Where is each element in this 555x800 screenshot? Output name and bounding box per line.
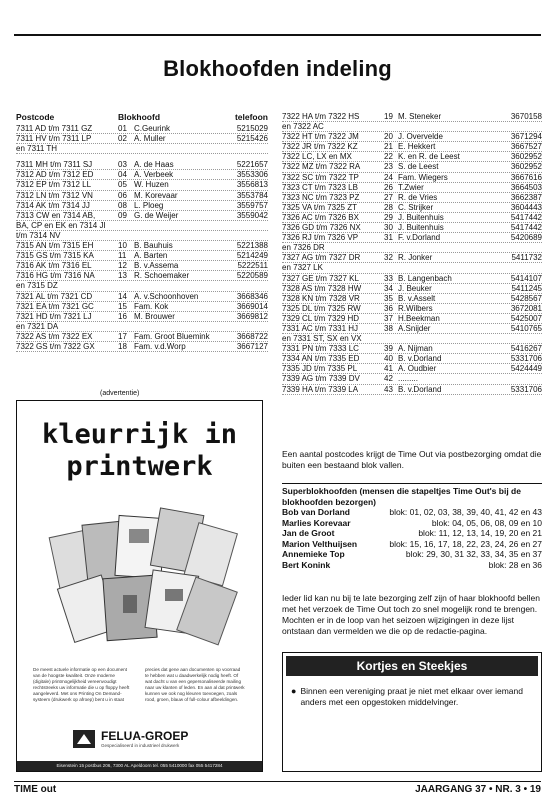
table-row [282,223,542,233]
closing-text: Ieder lid kan nu bij te late bezorging zelf zijn of haar blokhoofd bellen met het verzoek de Time Out toch zo snel mogelijk rond te brengen. Mochten er in de loop van het seizoen wijzigingen in deze lijst ontstaan dan vermelden we die op de redactie-pagina. [282,593,541,636]
telefoon-cell: 3667127 [236,341,268,351]
table-row [282,314,542,324]
table-row [16,180,268,190]
super-row [282,539,542,550]
postcode-cell: 7327 GE t/m 7327 KL [282,273,359,283]
postcode-cell: 7312 LN t/m 7312 VN [16,190,93,200]
postcode-continuation: t/m 7314 NV [16,230,61,240]
table-row [282,233,542,243]
table-row [16,160,268,170]
postcode-cell: 7321 AL t/m 7321 CD [16,291,93,301]
postcode-cell: 7311 MH t/m 7311 SJ [16,160,93,170]
left-table [16,112,268,352]
blok-number-cell: 02 [118,134,127,144]
table-row-continuation [16,231,268,241]
super-name: Marion Velthuijsen [282,538,358,549]
blokhoofd-name-cell: M. Brouwer [134,311,175,321]
postcode-continuation: en 7311 TH [16,144,58,154]
table-row [16,124,268,134]
blokhoofd-name-cell: A. v.Schoonhoven [134,291,199,301]
blok-number-cell: 21 [384,142,393,152]
blokhoofd-name-cell: C.Geurink [134,124,171,133]
kortjes-box [282,652,542,772]
telefoon-cell: 5214249 [236,251,268,261]
postcode-cell: 7314 AK t/m 7314 JJ [16,200,90,210]
blok-number-cell: 39 [384,344,393,354]
blok-number-cell: 30 [384,223,393,233]
blokhoofd-name-cell: B. v.Assema [134,261,179,271]
postcode-cell: 7322 GS t/m 7322 GX [16,341,95,351]
blokhoofd-name-cell: R. Schoemaker [134,271,190,281]
postcode-cell: 7323 NC t/m 7323 PZ [282,192,360,202]
blokhoofd-name-cell: B. v.Dorland [398,354,442,364]
blokhoofd-name-cell: B. v.Dorland [398,384,442,394]
table-row [282,344,542,354]
blokhoofd-name-cell: E. Hekkert [398,142,436,152]
telefoon-cell: 3662387 [510,192,542,202]
telefoon-cell: 3668346 [236,291,268,301]
super-name: Bob van Dorland [282,507,351,517]
postcode-cell: 7322 HT t/m 7322 JM [282,132,359,142]
super-row [282,518,542,529]
blok-number-cell: 24 [384,172,393,182]
postcode-cell: 7323 CT t/m 7323 LB [282,182,358,192]
super-name: Annemieke Top [282,549,345,559]
felua-logo-icon [73,730,95,748]
telefoon-cell: 3670158 [510,112,542,121]
telefoon-cell: 5424449 [510,364,542,374]
postcode-cell: 7322 JR t/m 7322 KZ [282,142,358,152]
table-row [282,364,542,374]
blok-number-cell: 42 [384,374,393,384]
super-name: Jan de Groot [282,528,335,538]
table-row [16,170,268,180]
blokhoofd-name-cell: A. Oudbier [398,364,437,374]
telefoon-cell: 3556813 [236,180,268,190]
blokhoofd-name-cell: Fam. v.d.Worp [134,341,186,351]
telefoon-cell: 5425007 [510,313,542,323]
super-blokken: blok: 11, 12, 13, 14, 19, 20 en 21 [418,528,542,538]
super-blokken: blok: 04, 05, 06, 08, 09 en 10 [431,517,542,528]
table-row [282,253,542,263]
postcode-continuation: BA, CP en EK en 7314 JI [16,220,106,230]
telefoon-cell: 5410765 [510,323,542,333]
blokhoofd-name-cell: C. Strijker [398,202,434,212]
blokhoofd-name-cell: W. Huzen [134,180,169,190]
kortjes-heading: Kortjes en Steekjes [286,656,538,676]
postcode-continuation: en 7321 DA [16,321,59,331]
blok-number-cell: 22 [384,152,393,162]
postcode-cell: 7311 HV t/m 7311 LP [16,134,92,144]
postcode-cell: 7334 AN t/m 7335 ED [282,354,360,364]
table-row [282,213,542,223]
super-name: Bert Konink [282,559,331,570]
table-row [16,332,268,342]
telefoon-cell: 3672081 [510,303,542,313]
blok-number-cell: 16 [118,311,127,321]
blokhoofd-name-cell: Fam. Groot Bluemink [134,331,210,341]
blok-number-cell: 35 [384,293,393,303]
blokhoofd-name-cell: R.Wilbers [398,303,433,313]
postcode-cell: 7327 AG t/m 7327 DR [282,253,361,263]
table-row [282,324,542,334]
telefoon-cell: 3668722 [236,331,268,341]
ad-label: (advertentie) [100,390,140,397]
super-row [282,549,542,560]
table-row [282,385,542,395]
blokhoofd-name-cell: S. de Leest [398,162,439,172]
top-rule [14,34,541,36]
blokhoofd-name-cell: R. Jonker [398,253,433,263]
telefoon-cell: 5221388 [236,241,268,251]
postcode-cell: 7316 HG t/m 7316 NA [16,271,95,281]
bottom-rule [14,781,541,782]
ad-printed-documents-image [45,503,245,653]
blok-number-cell: 09 [118,210,127,220]
footer-left: TIME out [14,784,57,795]
telefoon-cell: 3553784 [236,190,268,200]
blokhoofd-name-cell: K. en R. de Leest [398,152,460,162]
table-row [282,142,542,152]
table-row [16,191,268,201]
table-row-continuation [16,144,268,154]
table-row [282,183,542,193]
postcode-cell: 7315 GS t/m 7315 KA [16,251,94,261]
postcode-cell: 7322 MZ t/m 7322 RA [282,162,361,172]
table-row [282,354,542,364]
blokhoofd-name-cell: L. Ploeg [134,200,164,210]
blokhoofd-name-cell: B. Bauhuis [134,241,173,251]
table-row-continuation [282,263,542,273]
telefoon-cell: 5411245 [511,283,542,293]
ad-text-right: precies dat gene aan documenten op voorraad te hebben wat u daadwerkelijk nodig heeft. Of wat dacht u van een gepersonaliseerde mailing naar uw klanten of leden. En aan al dat printwerk kunnen we ook nog kleuren toevoegen, zoals rood, groen, blauw of full-colour afbeeldingen. [145,667,245,702]
postcode-cell: 7322 LC, LX en MX [282,152,352,162]
table-row [282,173,542,183]
postcode-cell: 7331 PN t/m 7333 LC [282,344,359,354]
postcode-cell: 7335 JD t/m 7335 PL [282,364,358,374]
blok-number-cell: 29 [384,212,393,222]
blok-number-cell: 33 [384,273,393,283]
table-row [282,374,542,384]
blok-number-cell: 14 [118,291,127,301]
blok-number-cell: 27 [384,192,393,202]
table-row [16,261,268,271]
table-row [16,211,268,221]
blok-number-cell: 20 [384,132,393,142]
telefoon-cell: 3604443 [510,202,542,212]
postcode-cell: 7312 AD t/m 7312 ED [16,170,94,180]
blokhoofd-name-cell: T.Zwier [398,182,424,192]
table-row-continuation [282,122,542,132]
postcode-cell: 7322 AS t/m 7322 EX [16,331,93,341]
blok-number-cell: 37 [384,313,393,323]
blok-number-cell: 43 [384,384,393,394]
ad-address: Eisenstein 15 postbus 206, 7300 AL Apeldoorn tel. 055 5410000 fax 055 5417284 [17,761,262,771]
postcode-cell: 7326 AC t/m 7326 BX [282,212,359,222]
super-heading: Superblokhoofden (mensen die stapeltjes Time Out's bij de blokhoofden bezorgen) [282,483,542,507]
ad-title-line2: printwerk [66,451,213,482]
blokhoofd-name-cell: J. Buitenhuis [398,212,444,222]
table-row [282,284,542,294]
telefoon-cell: 3553306 [236,170,268,180]
postcode-cell: 7322 SC t/m 7322 TP [282,172,359,182]
telefoon-cell: 5221657 [236,160,268,170]
ad-text-left: De meest actuele informatie op een document van de hoogste kwaliteit. Onze moderne (digitale) printmogelijkheid vereenvoudigt rechtstreeks uw informatie die u op floppy heeft aangeleverd. Met ons Printing On Demand-systeem (drukwerk op afroep) bent u in staat [33,667,130,702]
telefoon-cell: 3664503 [510,182,542,192]
table-row-continuation [16,322,268,332]
blokhoofd-name-cell: B. v.Asselt [398,293,436,303]
blokhoofd-name-cell: A. Nijman [398,344,433,354]
blokhoofd-name-cell: J. Buitenhuis [398,223,444,233]
telefoon-cell: 5416267 [510,344,542,354]
blokhoofd-name-cell: G. de Weijer [134,210,179,220]
blokhoofd-name-cell: A. de Haas [134,160,174,170]
table-row-continuation [16,221,268,231]
telefoon-cell: 5411732 [511,253,542,263]
telefoon-cell: 5414107 [510,273,542,283]
ad-logo-name: FELUA-GROEP [101,729,189,743]
super-name: Marlies Korevaar [282,517,351,528]
blok-number-cell: 01 [118,124,127,133]
blokhoofd-name-cell: B. Langenbach [398,273,452,283]
blok-number-cell: 40 [384,354,393,364]
blokhoofd-name-cell: F. v.Dorland [398,233,441,243]
header-telefoon: telefoon [234,112,268,122]
table-row [16,271,268,281]
postcode-cell: 7326 GD t/m 7326 NX [282,223,361,233]
blok-number-cell: 11 [118,251,127,261]
table-row [16,312,268,322]
blokhoofd-name-cell: ......... [398,374,419,384]
blok-number-cell: 03 [118,160,127,170]
telefoon-cell: 5222511 [237,261,268,271]
blok-number-cell: 04 [118,170,127,180]
telefoon-cell: 5420689 [510,233,542,243]
table-row [282,274,542,284]
ad-title [17,419,262,483]
note-text: Een aantal postcodes krijgt de Time Out via postbezorging omdat die buiten een bestaand blok vallen. [282,449,542,470]
kortjes-item [291,686,531,708]
postcode-cell: 7313 CW en 7314 AB, [16,210,96,220]
table-row-continuation [282,243,542,253]
table-row [16,302,268,312]
ad-logo-sub: Gespecialiseerd in industrieel drukwerk [101,743,180,748]
blokhoofd-name-cell: R. de Vries [398,192,438,202]
blok-number-cell: 36 [384,303,393,313]
right-table [282,112,542,395]
blok-number-cell: 31 [384,233,393,243]
table-row [282,132,542,142]
blok-number-cell: 18 [118,341,127,351]
postcode-cell: 7312 EP t/m 7312 LL [16,180,92,190]
telefoon-cell: 3602952 [510,152,542,162]
postcode-continuation: en 7315 DZ [16,281,58,291]
postcode-cell: 7321 HD t/m 7321 LJ [16,311,92,321]
blok-number-cell: 38 [384,323,393,333]
page-title: Blokhoofden indeling [163,56,392,81]
telefoon-cell: 5220589 [236,271,268,281]
postcode-cell: 7311 AD t/m 7311 GZ [16,124,93,133]
postcode-cell: 7339 HA t/m 7339 LA [282,384,359,394]
super-row [282,507,542,518]
header-blokhoofd: Blokhoofd [118,112,161,122]
postcode-cell: 7315 AN t/m 7315 EH [16,241,94,251]
postcode-continuation: en 7322 AC [282,122,324,132]
postcode-cell: 7329 CL t/m 7329 HD [282,313,360,323]
table-row [16,241,268,251]
blok-number-cell: 08 [118,200,127,210]
blokhoofd-name-cell: Fam. Kok [134,301,169,311]
table-row [16,342,268,352]
telefoon-cell: 3667616 [510,172,542,182]
super-row [282,560,542,571]
telefoon-cell: 5215029 [236,124,268,133]
blokhoofd-name-cell: A. Barten [134,251,168,261]
table-row [282,294,542,304]
postcode-cell: 7322 HA t/m 7322 HS [282,112,360,121]
table-row [282,193,542,203]
bullet-icon: ● [291,686,297,696]
telefoon-cell: 5417442 [510,212,542,222]
table-row-continuation [282,334,542,344]
telefoon-cell: 3669014 [236,301,268,311]
telefoon-cell: 5215426 [236,134,268,144]
telefoon-cell: 3559042 [236,210,268,220]
blok-number-cell: 10 [118,241,127,251]
table-row [16,201,268,211]
super-blokken: blok: 01, 02, 03, 38, 39, 40, 41, 42 en 43 [389,507,542,517]
ad-logo [73,729,188,748]
table-row [282,152,542,162]
blok-number-cell: 15 [118,301,127,311]
super-blokken: blok: 15, 16, 17, 18, 22, 23, 24, 26 en 27 [389,538,542,549]
postcode-continuation: en 7331 ST, SX en VX [282,334,362,344]
blok-number-cell: 41 [384,364,393,374]
telefoon-cell: 5331706 [510,384,542,394]
blok-number-cell: 13 [118,271,127,281]
postcode-cell: 7328 AS t/m 7328 HW [282,283,362,293]
table-row [16,134,268,144]
blok-number-cell: 34 [384,283,393,293]
ad-title-line1: kleurrijk in [41,419,238,450]
kortjes-item-text: Binnen een vereniging praat je niet met elkaar over iemand anders met een opgestoken middelvinger. [300,686,523,707]
postcode-continuation: en 7326 DR [282,243,325,253]
blok-number-cell: 12 [118,261,127,271]
telefoon-cell: 3559757 [236,200,268,210]
postcode-cell: 7321 EA t/m 7321 GC [16,301,94,311]
blokhoofd-name-cell: A. Muller [134,134,166,144]
telefoon-cell: 5428567 [510,293,542,303]
table-row [282,304,542,314]
telefoon-cell: 3667527 [510,142,542,152]
super-blokken: blok: 29, 30, 31 32, 33, 34, 35 en 37 [405,549,542,559]
postcode-cell: 7316 AK t/m 7316 EL [16,261,92,271]
blok-number-cell: 17 [118,331,127,341]
blokhoofd-name-cell: M. Korevaar [134,190,178,200]
blok-number-cell: 28 [384,202,393,212]
blokhoofd-name-cell: J. Overvelde [398,132,443,142]
table-row [16,292,268,302]
superblokhoofden [282,483,542,570]
postcode-cell: 7331 AC t/m 7331 HJ [282,323,359,333]
table-row [282,203,542,213]
blok-number-cell: 05 [118,180,127,190]
table-row [16,251,268,261]
blokhoofd-name-cell: J. Beuker [398,283,432,293]
postcode-cell: 7339 AG t/m 7339 DV [282,374,360,384]
blokhoofd-name-cell: M. Steneker [398,112,442,121]
blok-number-cell: 19 [384,112,393,121]
postcode-continuation: en 7327 LK [282,263,323,273]
header-postcode: Postcode [16,112,55,122]
advertisement [16,400,263,772]
blokhoofd-name-cell: H.Beekman [398,313,440,323]
telefoon-cell: 3602952 [510,162,542,172]
blokhoofd-name-cell: A. Verbeek [134,170,174,180]
postcode-cell: 7325 DL t/m 7325 RW [282,303,361,313]
table-row-continuation [16,281,268,291]
telefoon-cell: 5331706 [510,354,542,364]
super-row [282,528,542,539]
postcode-cell: 7326 RJ t/m 7326 VP [282,233,359,243]
blok-number-cell: 06 [118,190,127,200]
telefoon-cell: 3669812 [236,311,268,321]
blokhoofd-name-cell: A.Snijder [398,323,431,333]
super-blokken: blok: 28 en 36 [488,559,542,570]
blok-number-cell: 26 [384,182,393,192]
blok-number-cell: 23 [384,162,393,172]
telefoon-cell: 3671294 [510,132,542,142]
table-header [16,112,268,124]
telefoon-cell: 5417442 [510,223,542,233]
table-row [282,112,542,122]
footer-right: JAARGANG 37 • NR. 3 • 19 [415,784,541,795]
table-row [282,162,542,172]
postcode-cell: 7325 VA t/m 7325 ZT [282,202,358,212]
postcode-cell: 7328 KN t/m 7328 VR [282,293,360,303]
blok-number-cell: 32 [384,253,393,263]
blokhoofd-name-cell: Fam. Wiegers [398,172,448,182]
